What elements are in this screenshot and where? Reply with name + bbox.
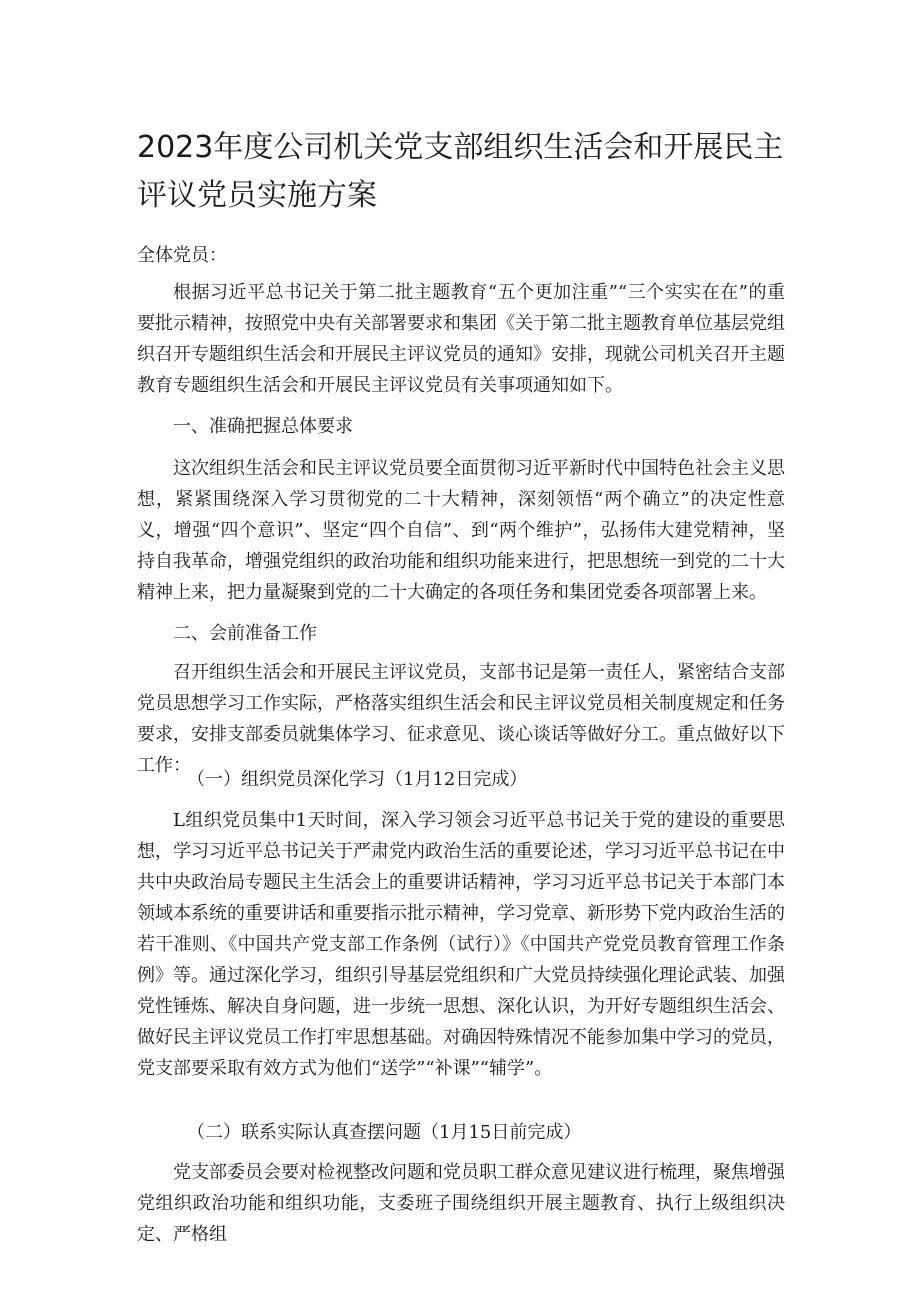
section-1-body: 这次组织生活会和民主评议党员要全面贯彻习近平新时代中国特色社会主义思想，紧紧围绕深入学习贯彻党的二十大精神，深刻领悟“两个确立”的决定性意义，增强“四个意识”、坚定“四个自信”、到“两个维护”，弘扬伟大建党精神，坚持自我革命，增强党组织的政治功能和组织功能来进行，把思想统一到党的二十大精神上来，把力量凝聚到党的二十大确定的各项任务和集团党委各项部署上来。 bbox=[137, 458, 785, 603]
subsection-2-body: 党支部委员会要对检视整改问题和党员职工群众意见建议进行梳理，聚焦增强党组织政治功能和组织功能，支委班子围绕组织开展主题教育、执行上级组织决定、严格组 bbox=[137, 1162, 785, 1245]
subsection-1-body: L组织党员集中1天时间，深入学习领会习近平总书记关于党的建设的重要思想，学习习近平总书记关于严肃党内政治生活的重要论述，学习习近平总书记在中共中央政治局专题民主生活会上的重要讲话精神，学习习近平总书记关于本部门本领域本系统的重要讲话和重要指示批示精神，学习党章、新形势下党内政治生活的若干准则、《中国共产党支部工作条例（试行）》《中国共产党党员教育管理工作条例》等。通过深化学习，组织引导基层党组织和广大党员持续强化理论武装、加强党性锤炼、解决自身问题，进一步统一思想、深化认识，为开好专题组织生活会、做好民主评议党员工作打牢思想基础。对确因特殊情况不能参加集中学习的党员，党支部要采取有效方式为他们“送学”“补课”“辅学”。 bbox=[137, 810, 785, 1079]
intro-paragraph: 根据习近平总书记关于第二批主题教育“五个更加注重”“三个实实在在”的重要批示精神，按照党中央有关部署要求和集团《关于第二批主题教育单位基层党组织召开专题组织生活会和开展民主评议党员的通知》安排，现就公司机关召开主题教育专题组织生活会和开展民主评议党员有关事项通知如下。 bbox=[137, 282, 785, 396]
section-1-heading: 一、准确把握总体要求 bbox=[173, 416, 353, 437]
document-title: 2023年度公司机关党支部组织生活会和开展民主评议党员实施方案 bbox=[137, 130, 784, 213]
section-2-body: 召开组织生活会和开展民主评议党员，支部书记是第一责任人，紧密结合支部党员思想学习工作实际，严格落实组织生活会和民主评议党员相关制度规定和任务要求，安排支部委员就集体学习、征求意见、谈心谈话等做好分工。重点做好以下工作： bbox=[137, 662, 785, 776]
subsection-2-heading: （二）联系实际认真查摆问题（1月15日前完成） bbox=[187, 1122, 582, 1143]
salutation: 全体党员： bbox=[137, 245, 227, 266]
section-2-heading: 二、会前准备工作 bbox=[173, 623, 317, 644]
subsection-1-heading: （一）组织党员深化学习（1月12日完成） bbox=[187, 769, 528, 790]
